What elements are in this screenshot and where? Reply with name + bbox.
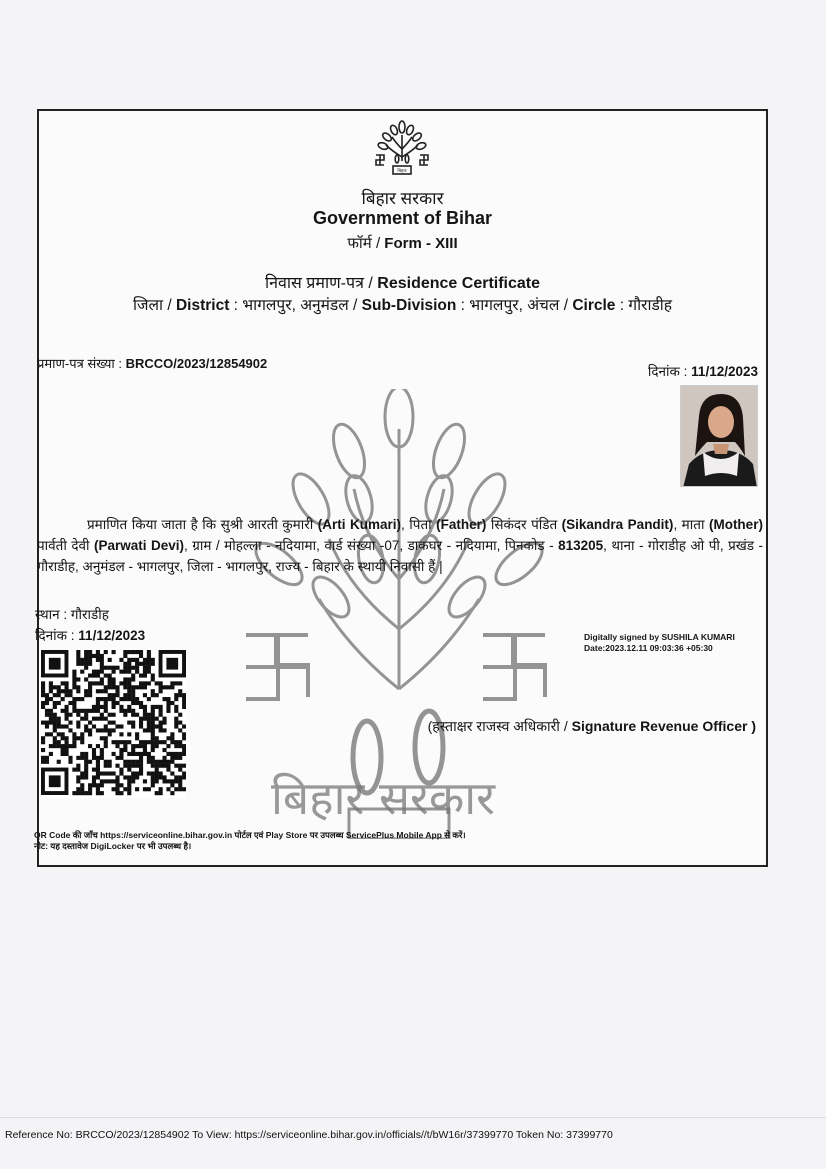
state-name-english: Government of Bihar — [312, 208, 493, 228]
circle-value: गौराडीह — [628, 297, 672, 314]
form-label-hindi: फॉर्म — [347, 235, 372, 252]
signature-hindi: (हस्ताक्षर राजस्व अधिकारी / — [427, 718, 568, 734]
certificate-title: निवास प्रमाण-पत्र / Residence Certificate — [264, 275, 541, 292]
title-hindi: निवास प्रमाण-पत्र — [264, 275, 364, 292]
district-label: District — [175, 297, 230, 314]
issue-place-value: गौराडीह — [70, 607, 109, 622]
district-value: भागलपुर — [242, 297, 292, 314]
father-name-hindi: सिकंदर पंडित — [486, 517, 558, 532]
issue-place-label: स्थान : — [35, 607, 68, 622]
jurisdiction-line: जिला / District : भागलपुर, अनुमंडल / Sub-Division : भागलपुर, अंचल / Circle : गौराडीह — [132, 297, 672, 314]
certificate-frame — [34, 109, 768, 867]
certificate-date-value: 11/12/2023 — [691, 364, 758, 379]
digital-signature — [584, 632, 735, 654]
form-number: फॉर्म / Form - XIII — [347, 235, 458, 252]
digilocker-note: नोट: यह दस्तावेज DigiLocker पर भी उपलब्ध है। — [34, 841, 192, 851]
pincode: 813205 — [558, 538, 604, 553]
verification-qr-code[interactable] — [41, 650, 186, 798]
qr-verification-note: QR Code की जाँच https://serviceonline.bihar.gov.in पोर्टल एवं Play Store पर उपलब्ध ServicePlus Mobile App से करें। — [34, 830, 466, 840]
certificate-number-label: प्रमाण-पत्र संख्या : — [37, 356, 122, 371]
emblem-left-motif-icon — [242, 631, 314, 703]
footer-divider — [0, 1117, 826, 1118]
digital-signature-signer: Digitally signed by SUSHILA KUMARI — [584, 632, 735, 642]
certificate-body — [37, 514, 763, 577]
state-name-hindi: बिहार सरकार — [361, 189, 444, 208]
certificate-date-label: दिनांक : — [647, 364, 688, 379]
father-label: (Father) — [436, 517, 487, 532]
certificate-date — [648, 362, 758, 380]
circle-label-hindi: अंचल — [527, 297, 560, 314]
title-english: Residence Certificate — [377, 275, 541, 292]
subdivision-value: भागलपुर — [469, 297, 519, 314]
address-segment: , ग्राम / मोहल्ला - नदियामा, वार्ड संख्या -07, डाकघर - नदियामा, पिनकोड - — [184, 538, 554, 553]
applicant-photo — [680, 385, 758, 487]
applicant-name-english: (Arti Kumari) — [317, 517, 402, 532]
father-name-english: (Sikandra Pandit) — [561, 517, 674, 532]
mother-name-english: (Parwati Devi) — [94, 538, 185, 553]
issue-place — [35, 605, 109, 623]
svg-text:बिहार: बिहार — [397, 169, 407, 174]
bihar-emblem-icon — [372, 117, 432, 183]
address-segment: , थाना - गोराडीह ओ पी, प्रखंड - गौराडीह, अनुमंडल - भागलपुर, जिला - भागलपुर, राज्य - बिहार के स्थायी निवासी हैं | — [37, 538, 763, 574]
certificate-number-value: BRCCO/2023/12854902 — [125, 356, 268, 371]
body-segment: प्रमाणित किया जाता है कि सुश्री आरती कुमारी — [87, 517, 314, 532]
mother-label: (Mother) — [708, 517, 763, 532]
signature-caption — [428, 717, 756, 736]
watermark-text: बिहार सरकार — [271, 771, 495, 825]
digital-signature-date: Date:2023.12.11 09:03:36 +05:30 — [584, 643, 713, 653]
reference-line: Reference No: BRCCO/2023/12854902 To View: https://serviceonline.bihar.gov.in/officials//t/bW16r/37399770 Token No: 37399770 — [5, 1129, 613, 1141]
mother-name-hindi: पार्वती देवी — [37, 538, 90, 553]
circle-label: Circle — [572, 297, 616, 314]
applicant-portrait-icon — [681, 386, 758, 487]
district-label-hindi: जिला — [132, 297, 164, 314]
emblem-right-motif-icon — [479, 631, 551, 703]
body-segment: , पिता — [401, 517, 432, 532]
issue-date-value: 11/12/2023 — [78, 628, 146, 643]
issue-date-label: दिनांक : — [35, 628, 75, 643]
form-label-english: Form - XIII — [384, 235, 458, 252]
issue-date — [35, 626, 145, 644]
signature-english: Signature Revenue Officer ) — [571, 718, 756, 734]
subdivision-label: Sub-Division — [361, 297, 457, 314]
certificate-number — [37, 354, 267, 372]
body-segment: , माता — [673, 517, 705, 532]
subdivision-label-hindi: अनुमंडल — [300, 297, 349, 314]
qr-notes — [34, 830, 466, 852]
